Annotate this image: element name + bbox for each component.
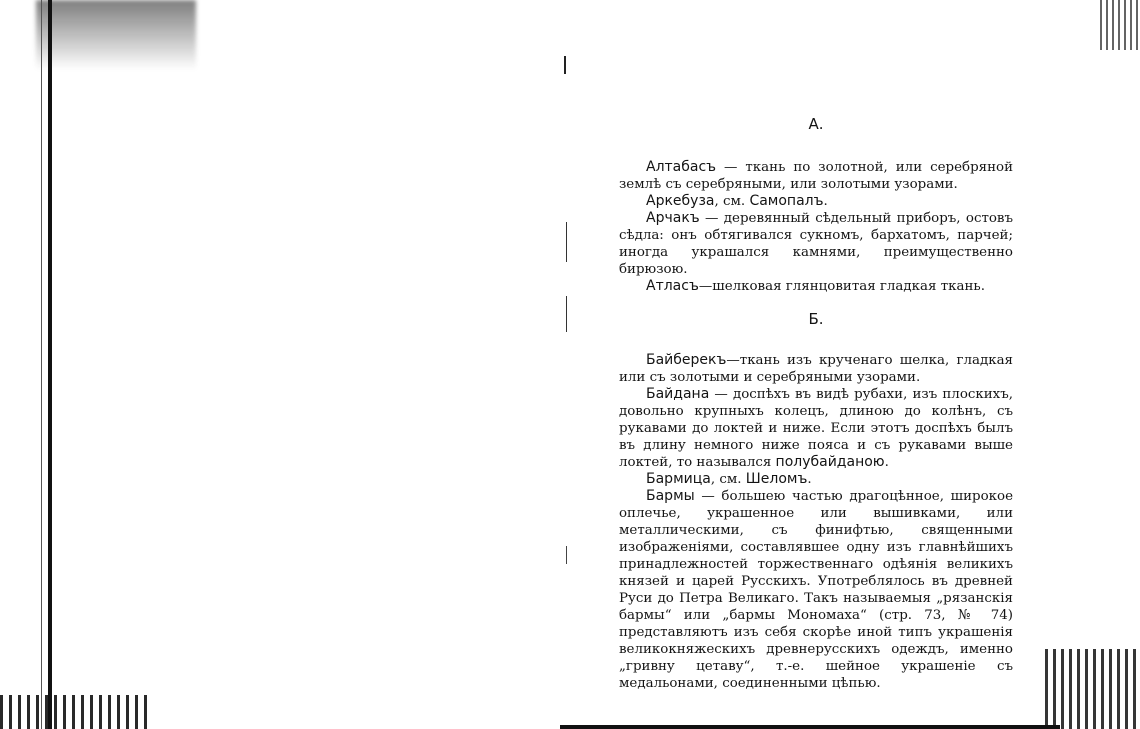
glossary-entry [619,471,1013,488]
scan-smudge-top-right [1100,0,1140,50]
book-spine-edge [48,0,52,729]
glossary-entry [619,386,1013,471]
glossary-entry [619,210,1013,278]
cross-reference: Шеломъ [745,471,808,487]
entry-term: Алтабасъ [646,159,717,175]
scan-mark [566,296,567,332]
scan-margin-artifacts [0,0,200,729]
glossary-page [619,116,1013,692]
book-spine-line [41,0,42,729]
cross-reference: полубайданою [775,454,885,470]
entry-term: Байдана [646,386,710,402]
entry-definition: —ткань изъ крученаго шелка, гладкая или съ золотыми и серебряными узорами. [619,353,1013,385]
scan-smudge-bottom-left [0,695,150,729]
entry-term: Арчакъ [646,210,700,226]
glossary-entry [619,352,1013,386]
entry-tail: . [807,472,812,487]
entry-definition: — доспѣхъ въ видѣ рубахи, изъ плоскихъ, довольно крупныхъ колецъ, длиною до колѣнъ, съ рукавами до локтей и ниже. Если этотъ доспѣхъ былъ въ длину немного ниже пояса и съ рукавами выше локтей, то назывался [619,387,1013,470]
page-bottom-edge [560,725,1060,729]
glossary-entry [619,159,1013,193]
entry-tail: . [884,455,889,470]
entry-definition: — большею частью драгоцѣнное, широкое оплечье, украшенное или вышивками, или металлическими, съ финифтью, священными изображеніями, составлявшее одну изъ главнѣйшихъ принадлежностей торжественнаго одѣянія великихъ князей и царей Русскихъ. Употреблялось въ древней Руси до Петра Великаго. Такъ называемыя „рязанскія бармы“ или „бармы Мономаха“ (стр. 73, № 74) представляютъ изъ себя скорѣе иной типъ украшенія великокняжескихъ древнерусскихъ одеждъ, именно „гривну цетаву“, т.-е. шейное украшеніе съ медальонами, соединенными цѣпью. [619,489,1013,691]
entry-definition: — деревянный сѣдельный приборъ, остовъ сѣдла: онъ обтягивался сукномъ, бархатомъ, парчей; иногда украшался камнями, преимущественно бирюзою. [619,211,1013,277]
entry-term: Бармы [646,488,695,504]
scan-smudge-bottom-right [1045,649,1140,729]
entry-definition: , см. [710,472,746,487]
entry-term: Байберекъ [646,352,727,368]
cross-reference: Самопалъ [749,193,824,209]
entry-term: Атласъ [646,278,699,294]
scan-mark [566,546,567,564]
entry-tail: . [823,194,828,209]
entry-term: Аркебуза [646,193,715,209]
entry-definition: — ткань по золотной, или серебряной землѣ съ серебряными, или золотыми узорами. [619,160,1013,192]
entry-definition: , см. [714,194,750,209]
scan-mark [564,56,566,74]
scan-mark [566,222,567,262]
scan-smudge-top [36,0,196,70]
glossary-entry [619,488,1013,692]
entry-definition: —шелковая глянцовитая гладкая ткань. [698,279,985,294]
entry-term: Бармица [646,471,711,487]
glossary-entry [619,193,1013,210]
glossary-entry [619,278,1013,295]
section-heading-b: Б. [808,310,824,328]
section-heading-a: А. [808,115,824,133]
